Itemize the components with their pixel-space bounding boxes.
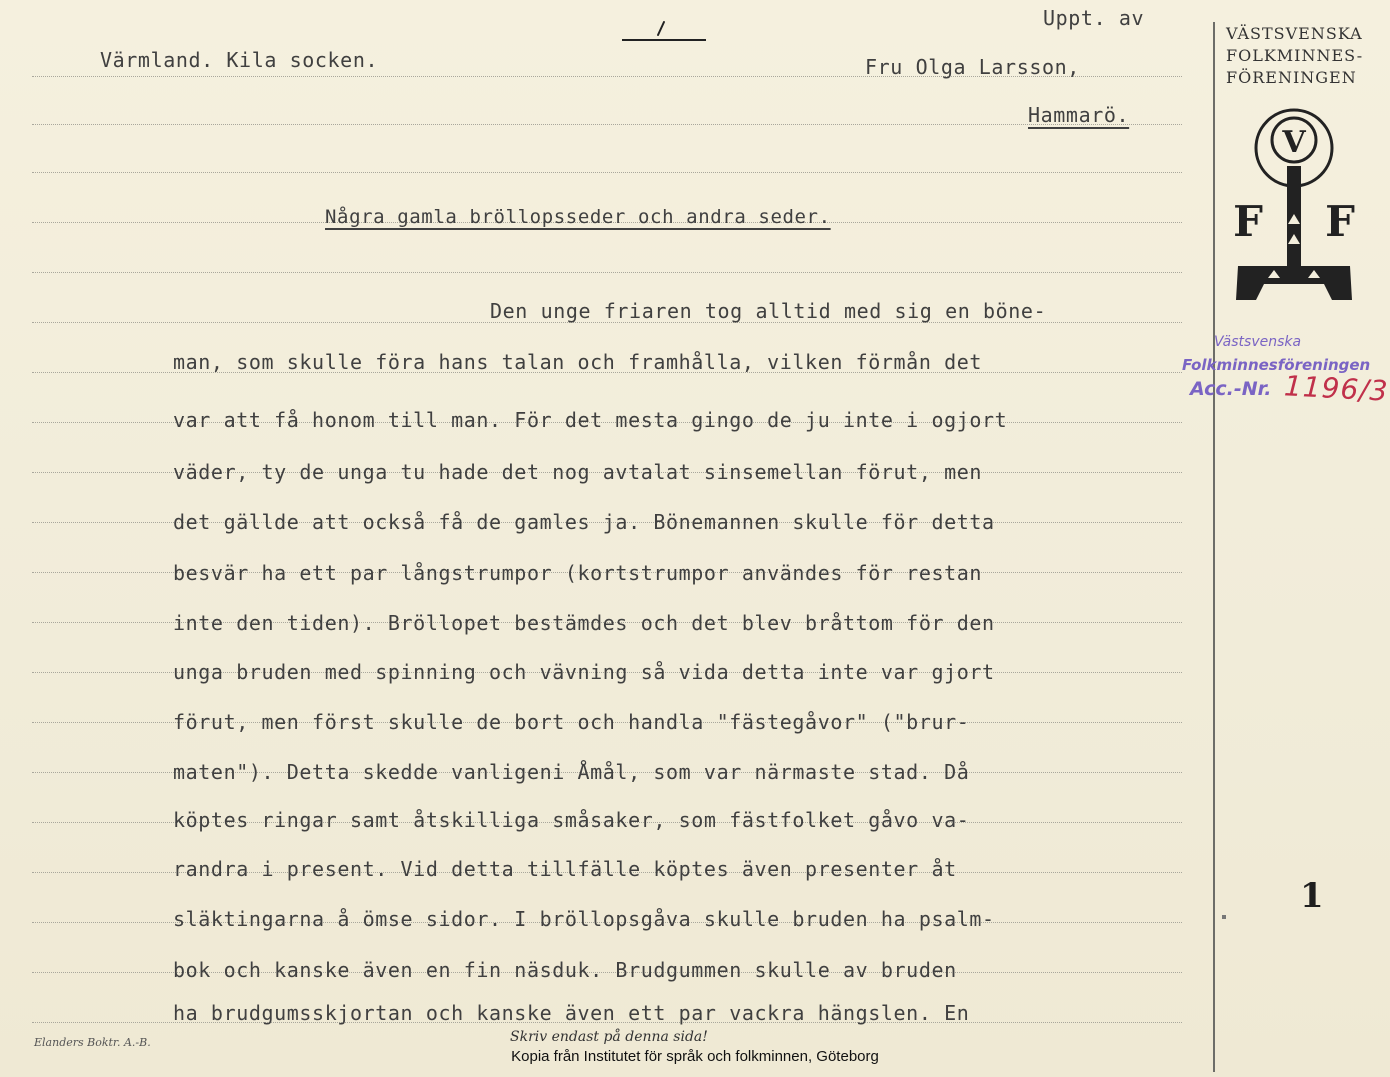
copy-notice: Kopia från Institutet för språk och folkminnen, Göteborg xyxy=(511,1048,879,1065)
body-line: släktingarna å ömse sidor. I bröllopsgåva skulle bruden ha psalm- xyxy=(173,907,995,931)
body-line: Den unge friaren tog alltid med sig en böne- xyxy=(490,299,1047,323)
org-name-line: FOLKMINNES- xyxy=(1226,46,1364,65)
ruled-line xyxy=(32,272,1182,273)
body-line: bok och kanske även en fin näsduk. Brudgummen skulle av bruden xyxy=(173,958,957,982)
ruled-line xyxy=(32,172,1182,173)
place-heading: Värmland. Kila socken. xyxy=(100,48,379,72)
body-line: förut, men först skulle de bort och handla "fästegåvor" ("brur- xyxy=(173,710,970,734)
body-line: var att få honom till man. För det mesta gingo de ju inte i ogjort xyxy=(173,408,1008,432)
margin-tick xyxy=(1222,915,1226,919)
document-title: Några gamla bröllopsseder och andra seder. xyxy=(325,206,831,228)
ruled-line xyxy=(32,124,1182,125)
body-line: randra i present. Vid detta tillfälle köptes även presenter åt xyxy=(173,857,957,881)
accession-number: 1196/3 xyxy=(1283,369,1390,408)
stamp-line-2: Folkminnesföreningen xyxy=(1182,356,1371,374)
svg-text:F: F xyxy=(1233,197,1263,246)
stamp-line-1: Västsvenska xyxy=(1214,334,1302,350)
body-line: väder, ty de unga tu hade det nog avtalat sinsemellan förut, men xyxy=(173,460,983,484)
body-line: ha brudgumsskjortan och kanske även ett par vackra hängslen. En xyxy=(173,1001,970,1025)
vff-hammer-logo-icon xyxy=(1228,104,1360,304)
body-line: besvär ha ett par långstrumpor (kortstrumpor användes för restan xyxy=(173,561,983,585)
org-name-line: FÖRENINGEN xyxy=(1226,68,1357,87)
body-line: det gällde att också få de gamles ja. Bönemannen skulle för detta xyxy=(173,510,995,534)
recorded-by-label: Uppt. av xyxy=(1043,6,1145,30)
svg-text:F: F xyxy=(1325,197,1355,246)
sheet-page-number: 1 xyxy=(1300,876,1324,916)
body-line: köptes ringar samt åtskilliga småsaker, som fästfolket gåvo va- xyxy=(173,808,970,832)
informant-place: Hammarö. xyxy=(1028,103,1130,127)
body-line: inte den tiden). Bröllopet bestämdes och det blev bråttom för den xyxy=(173,611,995,635)
margin-divider xyxy=(1213,22,1215,1072)
stamp-acc-label: Acc.-Nr. xyxy=(1190,378,1272,400)
form-instruction: Skriv endast på denna sida! xyxy=(510,1029,708,1045)
informant-name: Fru Olga Larsson, xyxy=(865,55,1080,79)
org-name-line: VÄSTSVENSKA xyxy=(1226,24,1363,43)
body-line: man, som skulle föra hans talan och framhålla, vilken förmån det xyxy=(173,350,983,374)
svg-text:V: V xyxy=(1282,125,1306,160)
handwritten-page-mark xyxy=(622,18,706,46)
body-line: unga bruden med spinning och vävning så vida detta inte var gjort xyxy=(173,660,995,684)
body-line: maten"). Detta skedde vanligeni Åmål, som var närmaste stad. Då xyxy=(173,760,970,784)
printer-imprint: Elanders Boktr. A.-B. xyxy=(34,1036,151,1049)
